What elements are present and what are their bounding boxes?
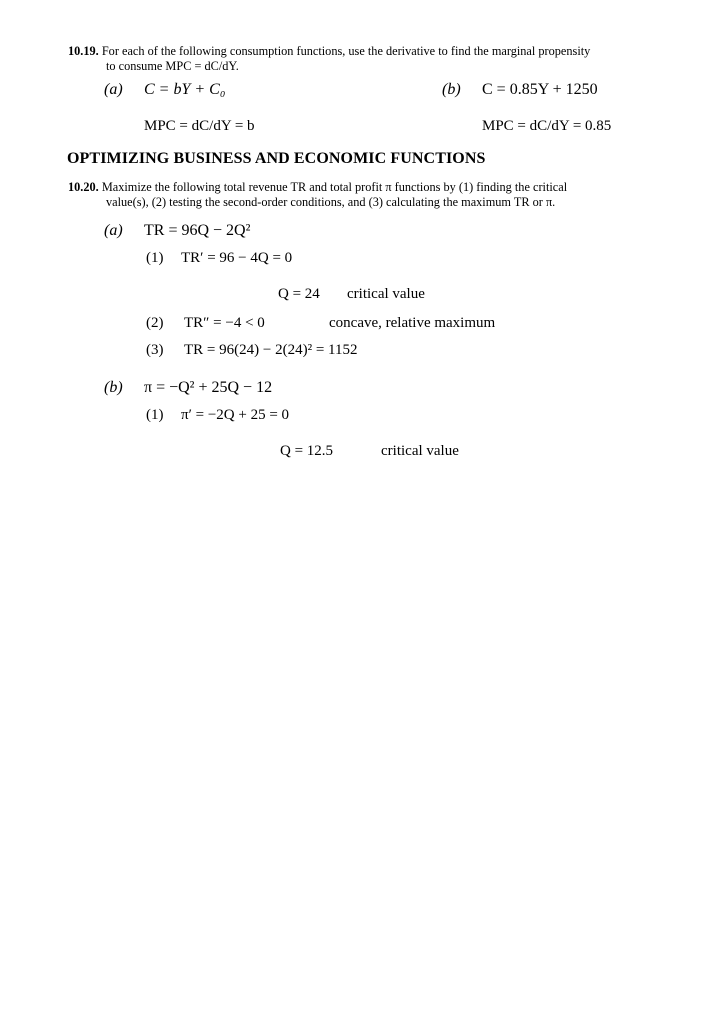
critical-value-note: critical value bbox=[347, 286, 425, 302]
part-b-function: C = 0.85Y + 1250 bbox=[482, 81, 598, 98]
part-b-function: π = −Q² + 25Q − 12 bbox=[144, 379, 273, 396]
part-a-answer: MPC = dC/dY = b bbox=[144, 118, 255, 134]
step1-label: (1) bbox=[146, 250, 164, 266]
part-a-function: C = bY + C₀ bbox=[144, 81, 226, 98]
step2-note: concave, relative maximum bbox=[329, 315, 496, 331]
critical-value-note: critical value bbox=[381, 443, 459, 459]
section-heading: OPTIMIZING BUSINESS AND ECONOMIC FUNCTIONS bbox=[67, 150, 486, 167]
part-b-answer: MPC = dC/dY = 0.85 bbox=[482, 118, 612, 134]
step1-equation: TR′ = 96 − 4Q = 0 bbox=[181, 250, 293, 266]
problem-text-line2: value(s), (2) testing the second-order conditions, and (3) calculating the maximum TR or π. bbox=[106, 195, 556, 209]
part-a-label: (a) bbox=[104, 81, 123, 98]
critical-value-eq: Q = 12.5 bbox=[280, 443, 334, 459]
step1-label: (1) bbox=[146, 407, 164, 423]
step2-equation: TR″ = −4 < 0 bbox=[184, 315, 265, 331]
part-b-label: (b) bbox=[442, 81, 461, 98]
critical-value-eq: Q = 24 bbox=[278, 286, 320, 302]
problem-text-line1: Maximize the following total revenue TR and total profit π functions by (1) finding the critical bbox=[101, 180, 568, 194]
part-a-label: (a) bbox=[104, 222, 123, 239]
part-b-label: (b) bbox=[104, 379, 123, 396]
step1-equation: π′ = −2Q + 25 = 0 bbox=[181, 407, 290, 423]
problem-10-19-intro bbox=[68, 44, 590, 58]
step3-equation: TR = 96(24) − 2(24)² = 1152 bbox=[184, 342, 358, 358]
problem-number: 10.19. bbox=[68, 44, 99, 58]
problem-text-line2: to consume MPC = dC/dY. bbox=[106, 59, 239, 73]
problem-text-line1: For each of the following consumption functions, use the derivative to find the marginal propensity bbox=[101, 44, 591, 58]
problem-number: 10.20. bbox=[68, 180, 99, 194]
step2-label: (2) bbox=[146, 315, 164, 331]
problem-10-20-intro bbox=[68, 180, 567, 194]
part-a-function: TR = 96Q − 2Q² bbox=[144, 222, 251, 239]
step3-label: (3) bbox=[146, 342, 164, 358]
